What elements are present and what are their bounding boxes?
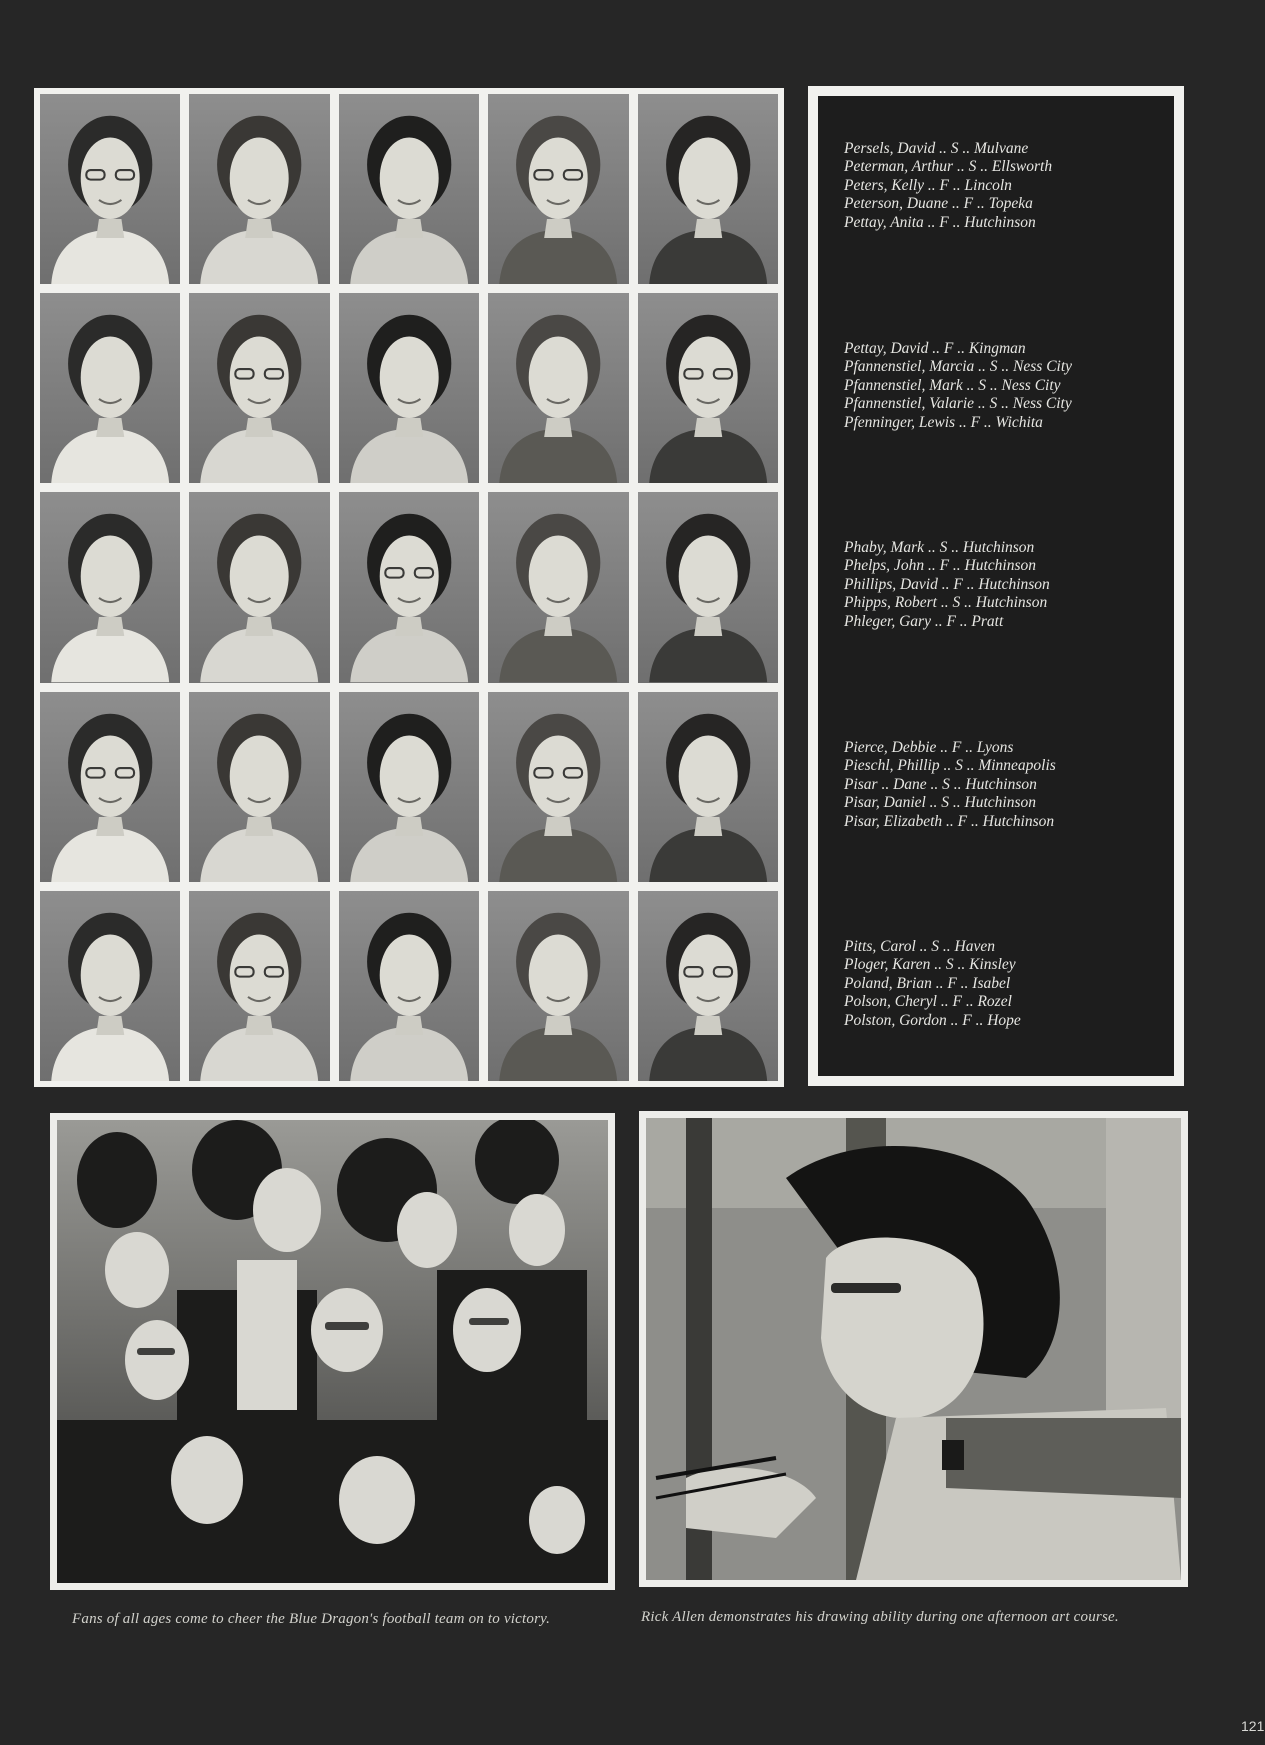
name-group-1	[844, 140, 1164, 232]
name-entry: Persels, David .. S .. Mulvane	[844, 140, 1029, 157]
student-portrait	[638, 94, 778, 284]
name-entry: Poland, Brian .. F .. Isabel	[844, 974, 1011, 992]
name-entry: Polston, Gordon .. F .. Hope	[844, 1011, 1021, 1029]
student-portrait	[488, 492, 628, 682]
name-entry: Pettay, Anita .. F .. Hutchinson	[844, 213, 1036, 231]
student-portrait	[488, 94, 628, 284]
name-entry: Pierce, Debbie .. F .. Lyons	[844, 739, 1014, 756]
student-portrait	[339, 94, 479, 284]
student-portrait	[40, 94, 180, 284]
name-entry: Pisar, Elizabeth .. F .. Hutchinson	[844, 812, 1055, 830]
student-portrait	[189, 891, 329, 1081]
art-photo-image	[646, 1118, 1181, 1580]
student-portrait	[638, 293, 778, 483]
student-portrait	[40, 692, 180, 882]
student-portrait	[189, 492, 329, 682]
student-portrait	[40, 293, 180, 483]
name-entry: Peters, Kelly .. F .. Lincoln	[844, 176, 1012, 194]
name-entry: Pettay, David .. F .. Kingman	[844, 340, 1026, 357]
name-entry: Ploger, Karen .. S .. Kinsley	[844, 956, 1016, 974]
name-group-4	[844, 739, 1164, 831]
portrait-grid	[40, 94, 778, 1081]
name-entry: Pisar, Daniel .. S .. Hutchinson	[844, 794, 1037, 812]
student-portrait	[189, 94, 329, 284]
name-entry: Peterson, Duane .. F .. Topeka	[844, 195, 1033, 213]
fans-photo-caption: Fans of all ages come to cheer the Blue Dragon's football team on to victory.	[72, 1611, 551, 1627]
name-group-3	[844, 539, 1164, 631]
name-entry: Pieschl, Phillip .. S .. Minneapolis	[844, 757, 1056, 775]
student-portrait	[638, 891, 778, 1081]
student-portrait	[189, 293, 329, 483]
name-entry: Pfenninger, Lewis .. F .. Wichita	[844, 413, 1043, 431]
name-group-2	[844, 340, 1164, 432]
student-portrait	[339, 492, 479, 682]
name-entry: Polson, Cheryl .. F .. Rozel	[844, 993, 1012, 1011]
name-group-5	[844, 938, 1164, 1030]
name-entry: Phipps, Robert .. S .. Hutchinson	[844, 594, 1048, 612]
student-portrait	[339, 692, 479, 882]
student-portrait	[339, 293, 479, 483]
fans-photo	[50, 1113, 615, 1590]
page-number: 121	[1241, 1718, 1265, 1734]
names-panel	[808, 86, 1184, 1086]
student-portrait	[638, 492, 778, 682]
name-entry: Phillips, David .. F .. Hutchinson	[844, 575, 1050, 593]
name-entry: Phaby, Mark .. S .. Hutchinson	[844, 539, 1035, 556]
student-portrait	[488, 692, 628, 882]
student-portrait	[40, 492, 180, 682]
student-portrait	[488, 293, 628, 483]
name-entry: Pitts, Carol .. S .. Haven	[844, 938, 995, 955]
student-portrait	[488, 891, 628, 1081]
name-entry: Pfannenstiel, Mark .. S .. Ness City	[844, 376, 1061, 394]
art-photo	[639, 1111, 1188, 1587]
student-portrait	[339, 891, 479, 1081]
student-portrait	[638, 692, 778, 882]
portrait-grid-frame	[34, 88, 784, 1087]
name-entry: Peterman, Arthur .. S .. Ellsworth	[844, 158, 1053, 176]
student-portrait	[189, 692, 329, 882]
art-photo-caption: Rick Allen demonstrates his drawing ability during one afternoon art course.	[641, 1609, 1119, 1625]
name-entry: Pisar .. Dane .. S .. Hutchinson	[844, 775, 1037, 793]
name-entry: Pfannenstiel, Marcia .. S .. Ness City	[844, 358, 1073, 376]
name-entry: Phleger, Gary .. F .. Pratt	[844, 612, 1004, 630]
fans-photo-image	[57, 1120, 608, 1583]
student-portrait	[40, 891, 180, 1081]
name-entry: Pfannenstiel, Valarie .. S .. Ness City	[844, 395, 1072, 413]
name-entry: Phelps, John .. F .. Hutchinson	[844, 557, 1037, 575]
names-list	[818, 96, 1174, 1076]
